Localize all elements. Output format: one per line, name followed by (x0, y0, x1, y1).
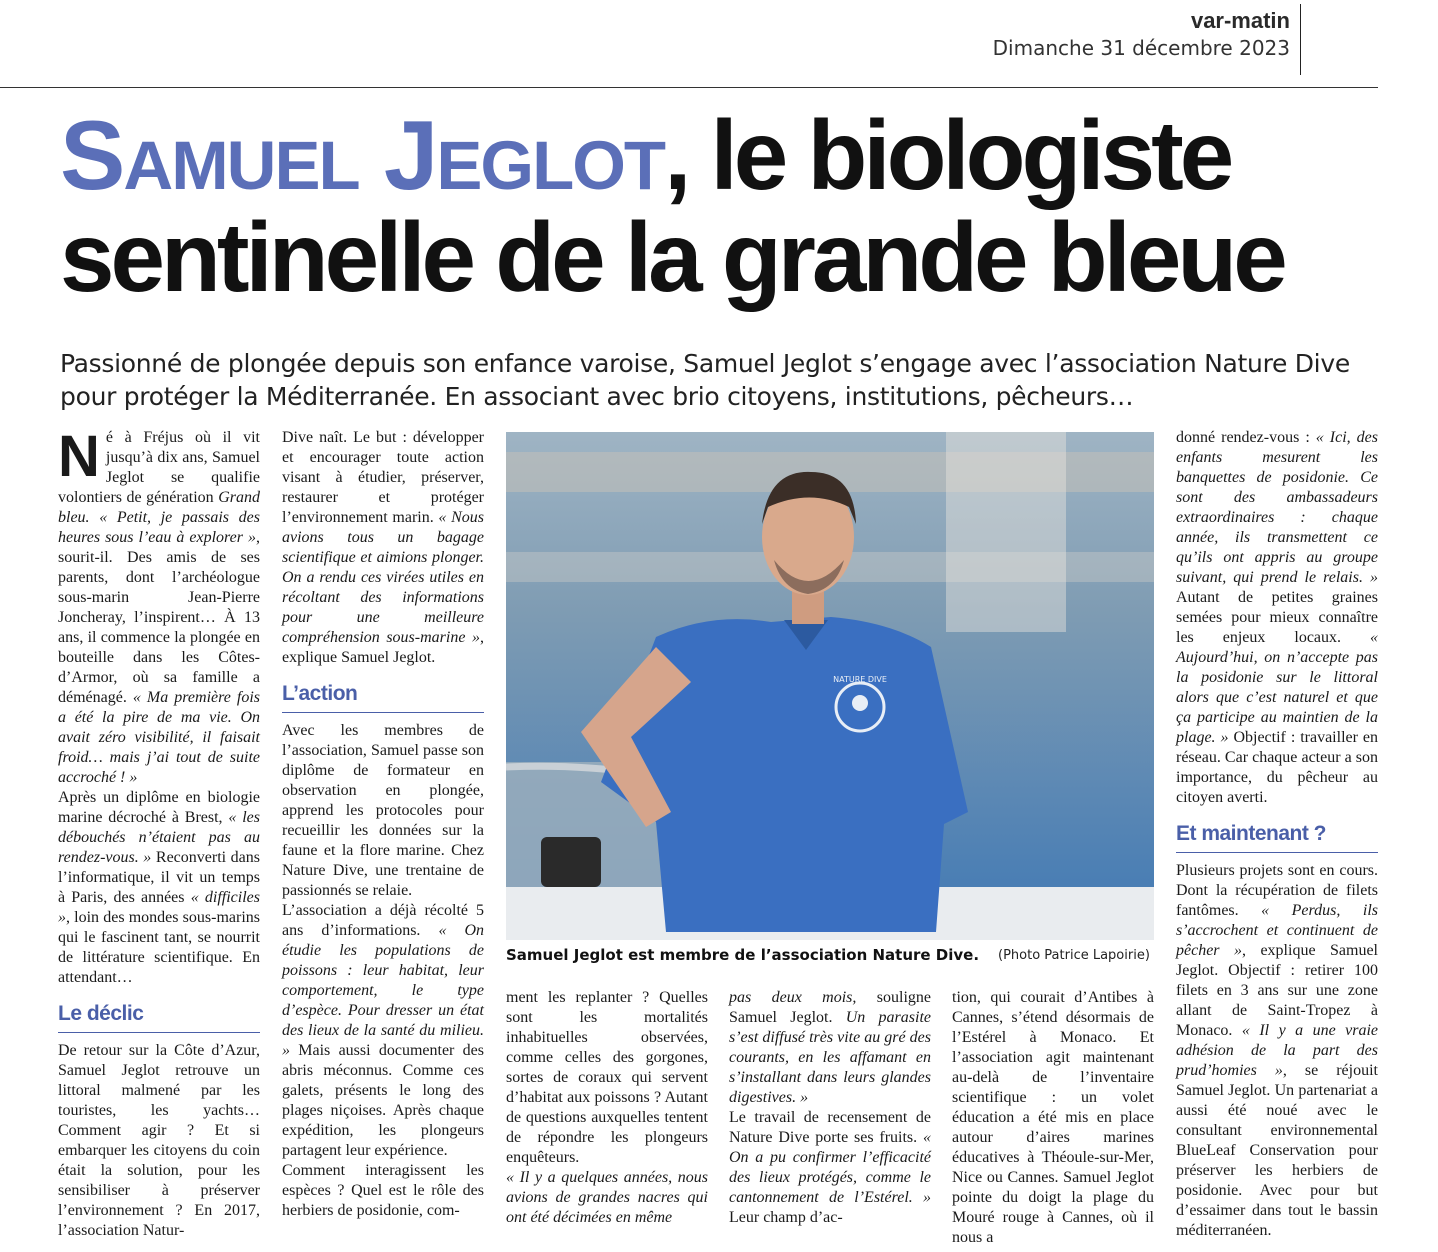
paragraph: De retour sur la Côte d’Azur, Samuel Jeglot retrouve un littoral malmené par les touristes, les yachts… Comment agir ? Et si embarquer les citoyens du coin était la solution, pour les sensibiliser à préserver l’environnement ? En 2017, l’association Natur- (58, 1042, 260, 1239)
subhead-laction: L’action (282, 682, 484, 713)
photo-caption: Samuel Jeglot est membre de l’association Nature Dive. (506, 946, 980, 964)
paragraph: Né à Fréjus où il vit jusqu’à dix ans, Samuel Jeglot se qualifie volontiers de génération Grand bleu. « Petit, je passais des heures sous l’eau à explorer », sourit-il. Des amis de ses parents, dont l’archéologue sous-marin Jean-Pierre Joncheray, l’inspirent… À 13 ans, il commence la plongée en bouteille dans les Côtes-d’Armor, où sa famille a déménagé. « Ma première fois a été la pire de ma vie. On avait zéro visibilité, il faisait froid… mais j’ai tout de suite accroché ! » (58, 424, 260, 786)
masthead-rule (0, 87, 1378, 88)
article-photo (506, 432, 1154, 940)
article-column-5 (952, 988, 1154, 1248)
subhead-le-declic: Le déclic (58, 1002, 260, 1033)
portrait-illustration (506, 432, 1154, 940)
paragraph: « Il y a quelques années, nous avions de grandes nacres qui ont été décimées en même (506, 1169, 708, 1226)
paragraph: pas deux mois, souligne Samuel Jeglot. Un parasite s’est diffusé très vite au gré des courants, en les affamant en s’installant dans leurs glandes digestives. » (729, 989, 931, 1106)
paragraph: Comment interagissent les espèces ? Quel est le rôle des herbiers de posidonie, com- (282, 1162, 484, 1219)
paragraph: Avec les membres de l’association, Samuel passe son diplôme de formateur en observation en plongée, apprend les protocoles pour recueillir les données sur la faune et la flore marine. Chez Nature Dive, une trentaine de passionnés se relaie. (282, 722, 484, 899)
paragraph: Plusieurs projets sont en cours. Dont la récupération de filets fantômes. « Perdus, ils s’accrochent et continuent de pêcher », explique Samuel Jeglot. Objectif : retirer 100 filets en 3 ans sur une zone allant de Saint-Tropez à Monaco. « Il y a une vraie adhésion de la part des prud’homies », se réjouit Samuel Jeglot. Un partenariat a aussi été noué avec le consultant environnemental BlueLeaf Conservation pour préserver les herbiers de posidonie. Avec pour but d’essaimer dans tout le bassin méditerranéen. (1176, 862, 1379, 1239)
headline-name: Samuel Jeglot (60, 100, 665, 210)
masthead-divider (1300, 4, 1301, 75)
paper-name: var-matin (1190, 8, 1290, 33)
standfirst: Passionné de plongée depuis son enfance varoise, Samuel Jeglot s’engage avec l’association Nature Dive pour protéger la Méditerranée. En associant avec brio citoyens, institutions, pêcheurs… (60, 349, 1350, 411)
paragraph: Dive naît. Le but : développer et encourager toute action visant à étudier, préserver, restaurer et protéger l’environnement marin. « Nous avions tous un bagage scientifique et aimions plonger. On a rendu ces virées utiles en récoltant des informations pour une meilleure compréhension sous-marine », explique Samuel Jeglot. (282, 429, 484, 666)
paragraph: ment les replanter ? Quelles sont les mortalités inhabituelles observées, comme celles des gorgones, sortes de coraux qui servent d’habitat aux poissons ? Autant de questions auxquelles tentent de répondre les plongeurs enquêteurs. (506, 989, 708, 1166)
paragraph: Après un diplôme en biologie marine décroché à Brest, « les débouchés n’étaient pas au rendez-vous. » Reconverti dans l’informatique, il vit un temps à Paris, des années « difficiles », loin des mondes sous-marins qui le fascinent tant, se nourrit de littérature scientifique. En attendant… (58, 789, 261, 986)
drop-cap: N (58, 424, 100, 489)
paragraph: Le travail de recensement de Nature Dive porte ses fruits. « On a pu confirmer l’efficacité des lieux protégés, comme le cantonnement de l’Estérel. » Leur champ d’ac- (729, 1109, 931, 1226)
paragraph: tion, qui courait d’Antibes à Cannes, s’étend désormais de l’Estérel à Monaco. Et l’association agit maintenant au-delà de l’inventaire scientifique : un volet éducation a été mis en place autour d’aires marines éducatives à Théoule-sur-Mer, Nice ou Cannes. Samuel Jeglot pointe du doigt la plage du Mouré rouge à Cannes, où il nous a (952, 989, 1154, 1246)
article-column-6 (1176, 428, 1378, 1241)
article-column-4 (729, 988, 931, 1228)
masthead (0, 0, 1438, 90)
article-column-3 (506, 988, 708, 1228)
headline (60, 100, 1390, 312)
subhead-et-maintenant: Et maintenant ? (1176, 822, 1378, 853)
paragraph: donné rendez-vous : « Ici, des enfants mesurent les banquettes de posidonie. Ce sont des ambassadeurs extraordinaires : chaque année, ils transmettent ce qu’ils ont appris au groupe suivant, qui prend le relais. » Autant de petites graines semées pour mieux connaître les enjeux locaux. « Aujourd’hui, on n’accepte pas la posidonie sur le littoral alors que c’est naturel et que ça participe au maintien de la plage. » Objectif : travailler en réseau. Car chaque acteur a son importance, du pêcheur au citoyen averti. (1176, 429, 1379, 806)
headline-rest: , le biologiste sentinelle de la grande bleue (60, 100, 1284, 312)
article-column-1 (58, 424, 261, 1241)
photo-credit: (Photo Patrice Lapoirie) (998, 948, 1150, 963)
publication-date: Dimanche 31 décembre 2023 (992, 36, 1290, 60)
shirt-logo-text: NATURE DIVE (833, 675, 887, 684)
paragraph: L’association a déjà récolté 5 ans d’informations. « On étudie les populations de poissons : leur habitat, leur comportement, le type d’espèce. Pour dresser un état des lieux de la santé du milieu. » Mais aussi documenter des abris méconnus. Comme ces galets, présents le long des plages niçoises. Après chaque expédition, les plongeurs partagent leur expérience. (282, 902, 484, 1159)
article-column-2 (282, 428, 484, 1221)
